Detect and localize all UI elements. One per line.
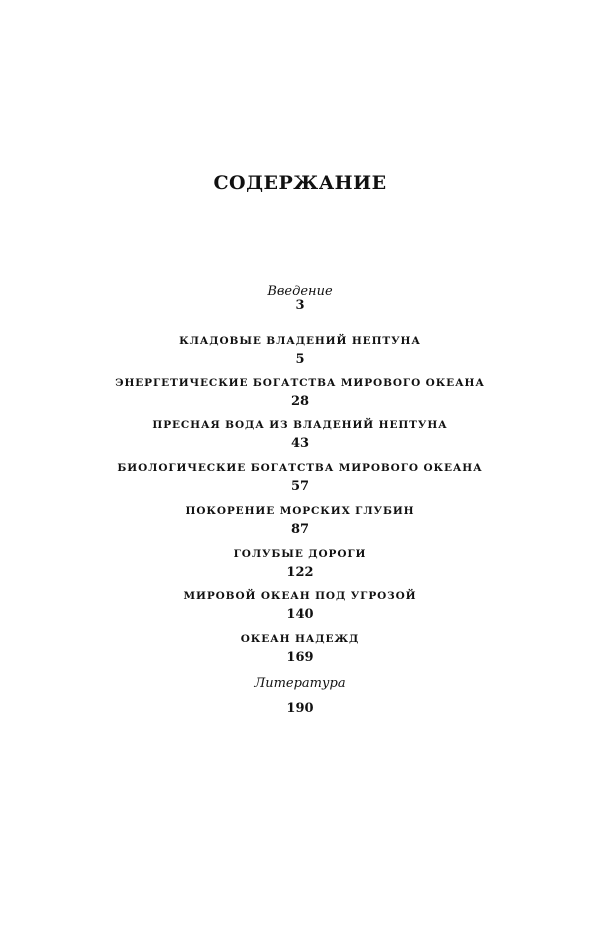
toc-entry-page: 57 [290, 479, 310, 494]
toc-entry-page: 190 [286, 701, 314, 716]
toc-entry-title: ЭНЕРГЕТИЧЕСКИЕ БОГАТСТВА МИРОВОГО ОКЕАНА [115, 377, 485, 389]
toc-entry-title: БИОЛОГИЧЕСКИЕ БОГАТСТВА МИРОВОГО ОКЕАНА [117, 462, 483, 474]
toc-entry-page: 28 [290, 394, 310, 409]
toc-entry-page: 3 [295, 298, 305, 313]
toc-entry-title: КЛАДОВЫЕ ВЛАДЕНИЙ НЕПТУНА [179, 335, 421, 347]
toc-entry-page: 140 [286, 607, 314, 622]
page-title: СОДЕРЖАНИЕ [213, 172, 387, 194]
toc-entry-title: ГОЛУБЫЕ ДОРОГИ [233, 548, 367, 560]
toc-entry-title: ОКЕАН НАДЕЖД [240, 633, 360, 645]
toc-entry-title: ПОКОРЕНИЕ МОРСКИХ ГЛУБИН [185, 505, 415, 517]
toc-entry-title: Введение [267, 284, 333, 299]
toc-entry-page: 43 [290, 436, 310, 451]
toc-entry-page: 169 [286, 650, 314, 665]
toc-entry-page: 122 [286, 565, 314, 580]
toc-entry-title: МИРОВОЙ ОКЕАН ПОД УГРОЗОЙ [183, 590, 417, 602]
toc-entry-title: Литература [254, 676, 346, 691]
toc-entry-page: 87 [290, 522, 310, 537]
toc-entry-page: 5 [295, 352, 305, 367]
toc-entry-title: ПРЕСНАЯ ВОДА ИЗ ВЛАДЕНИЙ НЕПТУНА [152, 419, 448, 431]
